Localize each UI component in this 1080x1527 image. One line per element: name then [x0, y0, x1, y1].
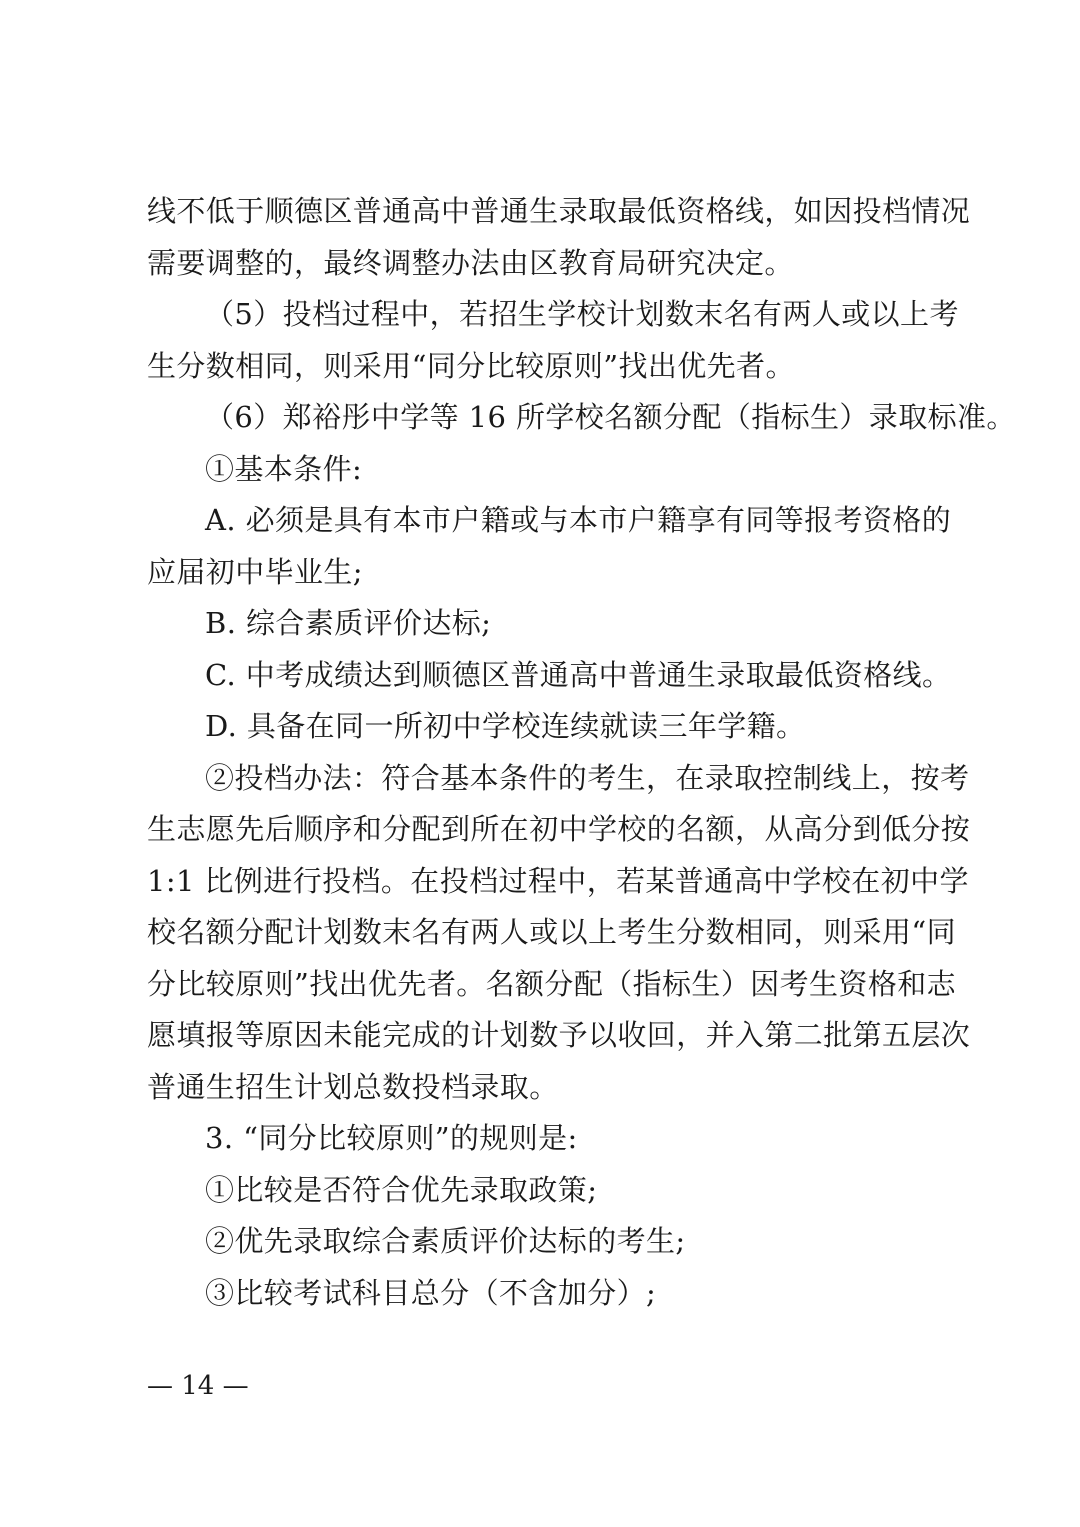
paragraph-line: ②优先录取综合素质评价达标的考生;	[205, 1224, 686, 1258]
paragraph-line: 线不低于顺德区普通高中普通生录取最低资格线，如因投档情况	[147, 194, 971, 228]
page-number: — 14 —	[147, 1371, 249, 1401]
paragraph-line: A. 必须是具有本市户籍或与本市户籍享有同等报考资格的	[205, 503, 952, 537]
paragraph-line: 需要调整的，最终调整办法由区教育局研究决定。	[147, 245, 794, 280]
paragraph-line: C. 中考成绩达到顺德区普通高中普通生录取最低资格线。	[205, 657, 952, 692]
paragraph-line: ①比较是否符合优先录取政策;	[205, 1172, 598, 1207]
paragraph-line: 1:1 比例进行投档。在投档过程中，若某普通高中学校在初中学	[147, 863, 969, 898]
paragraph-line: 愿填报等原因未能完成的计划数予以收回，并入第二批第五层次	[147, 1018, 971, 1052]
paragraph-line: ③比较考试科目总分（不含加分）;	[205, 1275, 657, 1310]
paragraph-line: 分比较原则”找出优先者。名额分配（指标生）因考生资格和志	[147, 966, 957, 1001]
paragraph-line: 3. “同分比较原则”的规则是:	[205, 1121, 578, 1155]
paragraph-line: 应届初中毕业生;	[147, 554, 363, 589]
paragraph-line: ②投档办法：符合基本条件的考生，在录取控制线上，按考	[205, 760, 970, 795]
paragraph-line: （5）投档过程中，若招生学校计划数末名有两人或以上考	[205, 297, 959, 331]
paragraph-line: 普通生招生计划总数投档录取。	[147, 1069, 559, 1104]
paragraph-line: 生志愿先后顺序和分配到所在初中学校的名额，从高分到低分按	[147, 812, 971, 846]
paragraph-line: D. 具备在同一所初中学校连续就读三年学籍。	[205, 709, 806, 743]
paragraph-line: B. 综合素质评价达标;	[205, 606, 492, 640]
paragraph-line: 校名额分配计划数末名有两人或以上考生分数相同，则采用“同	[147, 915, 957, 949]
document-body	[147, 186, 1016, 1319]
paragraph-line: 生分数相同，则采用“同分比较原则”找出优先者。	[147, 348, 795, 383]
paragraph-line: （6）郑裕彤中学等 16 所学校名额分配（指标生）录取标准。	[205, 400, 1016, 434]
paragraph-line: ①基本条件:	[205, 451, 363, 486]
